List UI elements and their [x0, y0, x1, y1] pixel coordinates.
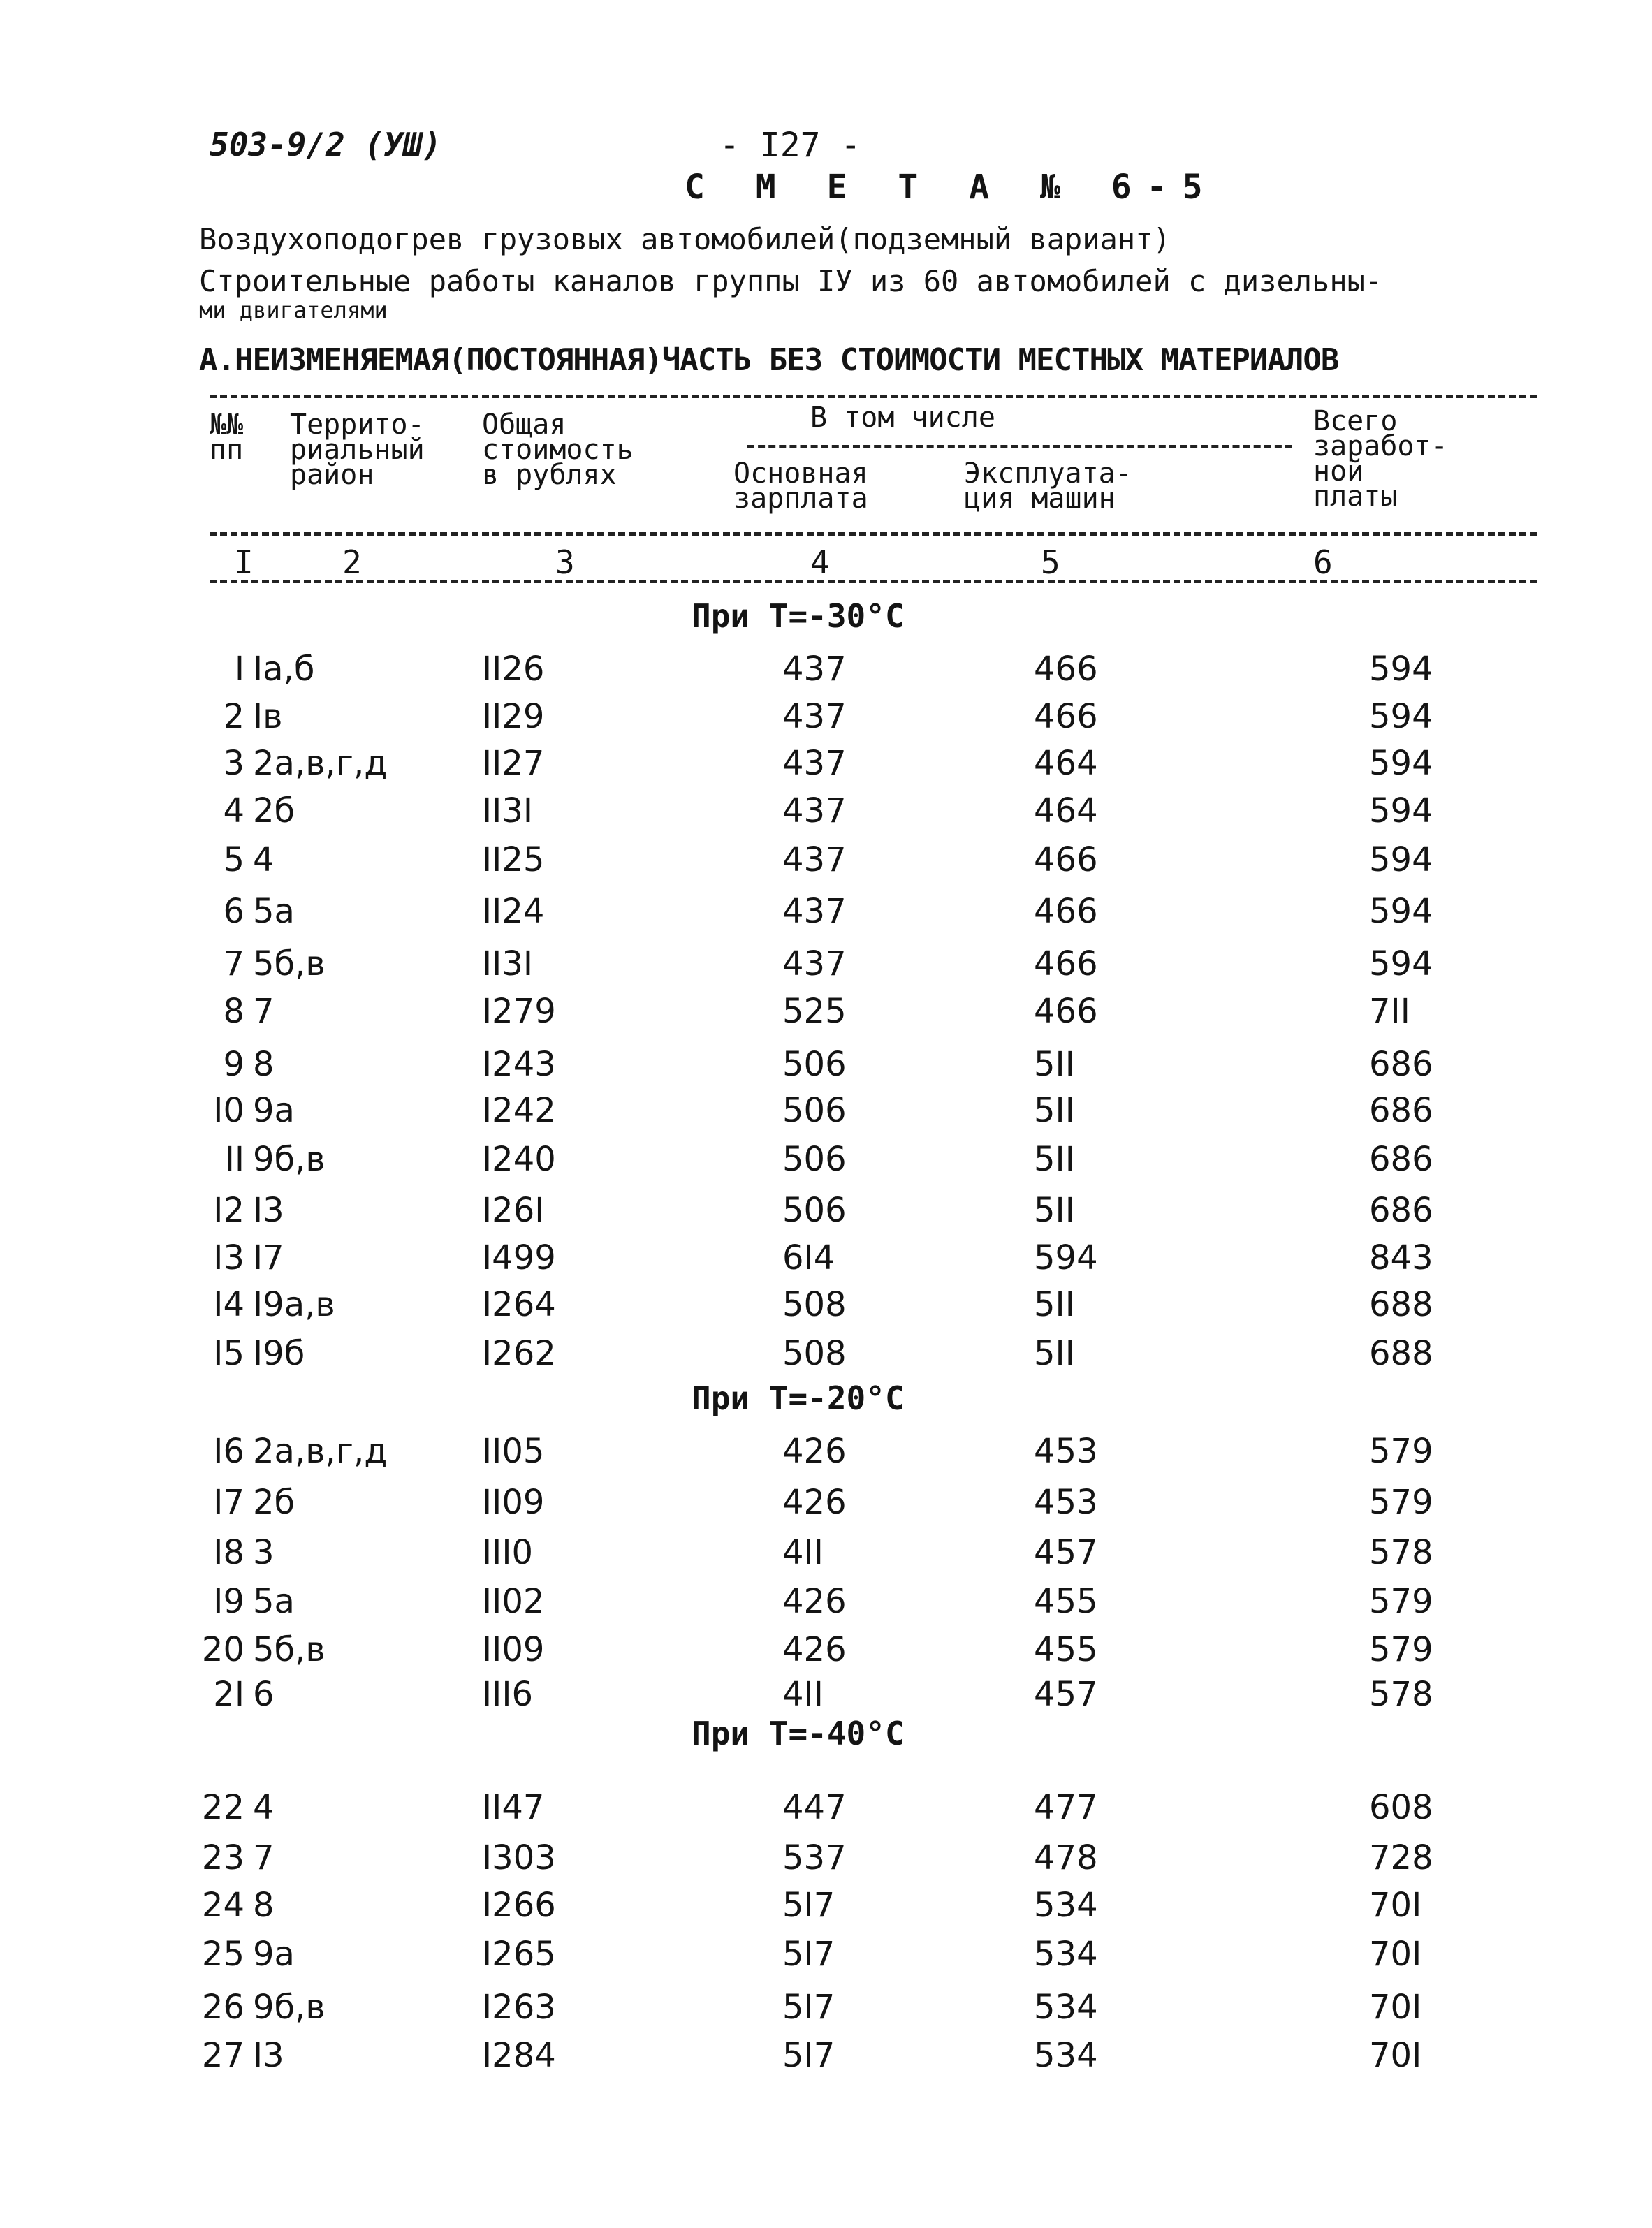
section-title: А.НЕИЗМЕНЯЕМАЯ(ПОСТОЯННАЯ)ЧАСТЬ БЕЗ СТОИМОСТИ МЕСТНЫХ МАТЕРИАЛОВ [199, 342, 1339, 378]
base-salary-cell: 508 [782, 1334, 847, 1373]
table-row [0, 1238, 1652, 1280]
total-wages-cell: 578 [1369, 1675, 1433, 1714]
base-salary-cell: 426 [782, 1582, 847, 1621]
total-cost-cell: I266 [482, 1886, 556, 1925]
machine-operation-cell: 534 [1034, 1935, 1098, 1974]
district-cell: 9а [253, 1091, 295, 1130]
total-cost-cell: II3I [482, 791, 534, 830]
total-cost-cell: II05 [482, 1432, 545, 1471]
total-cost-cell: I303 [482, 1838, 556, 1877]
machine-operation-cell: 5II [1034, 1140, 1075, 1179]
row-number: I0 [213, 1091, 244, 1130]
table-row [0, 840, 1652, 882]
header-district: Террито- риальный район [290, 409, 425, 491]
machine-operation-cell: 455 [1034, 1630, 1098, 1669]
district-cell: I3 [253, 1191, 284, 1230]
base-salary-cell: 6I4 [782, 1238, 835, 1277]
total-cost-cell: I26I [482, 1191, 545, 1230]
machine-operation-cell: 478 [1034, 1838, 1098, 1877]
column-numbers-rule [210, 580, 1537, 583]
table-row [0, 1838, 1652, 1880]
machine-operation-cell: 466 [1034, 992, 1098, 1031]
base-salary-cell: 447 [782, 1788, 847, 1827]
total-cost-cell: II29 [482, 697, 545, 736]
table-row [0, 1334, 1652, 1376]
machine-operation-cell: 464 [1034, 791, 1098, 830]
total-wages-cell: 579 [1369, 1432, 1433, 1471]
row-number: 4 [223, 791, 244, 830]
district-cell: Iа,б [253, 650, 315, 689]
total-cost-cell: I243 [482, 1045, 556, 1084]
group-label: При Т=-20°С [692, 1379, 905, 1417]
total-wages-cell: 608 [1369, 1788, 1433, 1827]
total-wages-cell: 594 [1369, 697, 1433, 736]
machine-operation-cell: 466 [1034, 840, 1098, 879]
district-cell: 9б,в [253, 1140, 326, 1179]
total-wages-cell: 70I [1369, 1988, 1422, 2027]
district-cell: 5а [253, 1582, 295, 1621]
base-salary-cell: 506 [782, 1091, 847, 1130]
page-number: - I27 - [719, 126, 861, 165]
total-cost-cell: II47 [482, 1788, 545, 1827]
column-number-4: 4 [810, 543, 830, 581]
base-salary-cell: 508 [782, 1285, 847, 1324]
total-cost-cell: III0 [482, 1533, 534, 1572]
total-cost-cell: I240 [482, 1140, 556, 1179]
base-salary-cell: 437 [782, 744, 847, 783]
machine-operation-cell: 466 [1034, 944, 1098, 983]
machine-operation-cell: 594 [1034, 1238, 1098, 1277]
row-number: 3 [223, 744, 244, 783]
total-wages-cell: 579 [1369, 1630, 1433, 1669]
base-salary-cell: 437 [782, 892, 847, 931]
district-cell: Iв [253, 697, 283, 736]
table-row [0, 1045, 1652, 1087]
row-number: 22 [201, 1788, 244, 1827]
total-cost-cell: II3I [482, 944, 534, 983]
table-row [0, 1483, 1652, 1525]
table-row [0, 1140, 1652, 1182]
base-salary-cell: 437 [782, 791, 847, 830]
machine-operation-cell: 477 [1034, 1788, 1098, 1827]
machine-operation-cell: 5II [1034, 1191, 1075, 1230]
district-cell: I9б [253, 1334, 305, 1373]
total-cost-cell: II09 [482, 1483, 545, 1522]
district-cell: 2а,в,г,д [253, 744, 388, 783]
subtitle-line-1: Воздухоподогрев грузовых автомобилей(подземный вариант) [199, 222, 1171, 256]
row-number: I5 [213, 1334, 244, 1373]
total-wages-cell: 594 [1369, 650, 1433, 689]
district-cell: I3 [253, 2036, 284, 2075]
row-number: 26 [201, 1988, 244, 2027]
total-wages-cell: 686 [1369, 1140, 1433, 1179]
row-number: 8 [223, 992, 244, 1031]
base-salary-cell: 525 [782, 992, 847, 1031]
machine-operation-cell: 466 [1034, 892, 1098, 931]
base-salary-cell: 426 [782, 1432, 847, 1471]
total-cost-cell: I242 [482, 1091, 556, 1130]
total-cost-cell: I499 [482, 1238, 556, 1277]
district-cell: 7 [253, 1838, 275, 1877]
column-number-3: 3 [555, 543, 575, 581]
total-wages-cell: 594 [1369, 892, 1433, 931]
district-cell: 9б,в [253, 1988, 326, 2027]
base-salary-cell: 437 [782, 840, 847, 879]
district-cell: 2б [253, 1483, 295, 1522]
row-number: 6 [223, 892, 244, 931]
machine-operation-cell: 464 [1034, 744, 1098, 783]
row-number: I8 [213, 1533, 244, 1572]
total-wages-cell: 688 [1369, 1285, 1433, 1324]
column-number-6: 6 [1313, 543, 1333, 581]
total-wages-cell: 578 [1369, 1533, 1433, 1572]
total-wages-cell: 728 [1369, 1838, 1433, 1877]
table-row [0, 744, 1652, 786]
total-cost-cell: II02 [482, 1582, 545, 1621]
document-title: С М Е Т А № 6-5 [685, 168, 1218, 207]
column-number-1: I [234, 543, 254, 581]
total-wages-cell: 843 [1369, 1238, 1433, 1277]
total-cost-cell: II25 [482, 840, 545, 879]
total-wages-cell: 579 [1369, 1483, 1433, 1522]
table-row [0, 1091, 1652, 1133]
district-cell: 5б,в [253, 944, 326, 983]
total-wages-cell: 70I [1369, 1935, 1422, 1974]
total-cost-cell: II09 [482, 1630, 545, 1669]
group-label: При Т=-40°С [692, 1715, 905, 1752]
district-cell: 9а [253, 1935, 295, 1974]
total-wages-cell: 579 [1369, 1582, 1433, 1621]
district-cell: 8 [253, 1045, 275, 1084]
header-including-rule [747, 445, 1292, 448]
table-row [0, 1191, 1652, 1233]
table-row [0, 2036, 1652, 2078]
total-wages-cell: 70I [1369, 1886, 1422, 1925]
machine-operation-cell: 453 [1034, 1432, 1098, 1471]
total-wages-cell: 70I [1369, 2036, 1422, 2075]
base-salary-cell: 506 [782, 1045, 847, 1084]
total-cost-cell: I284 [482, 2036, 556, 2075]
column-number-5: 5 [1041, 543, 1060, 581]
table-row [0, 1988, 1652, 2030]
machine-operation-cell: 453 [1034, 1483, 1098, 1522]
row-number: 27 [201, 2036, 244, 2075]
machine-operation-cell: 457 [1034, 1675, 1098, 1714]
total-wages-cell: 594 [1369, 791, 1433, 830]
column-number-2: 2 [342, 543, 362, 581]
row-number: 20 [201, 1630, 244, 1669]
header-num: №№ пп [210, 409, 244, 466]
total-wages-cell: 594 [1369, 744, 1433, 783]
table-row [0, 1432, 1652, 1474]
base-salary-cell: 4II [782, 1675, 824, 1714]
total-cost-cell: I279 [482, 992, 556, 1031]
base-salary-cell: 5I7 [782, 2036, 835, 2075]
machine-operation-cell: 466 [1034, 697, 1098, 736]
total-cost-cell: I263 [482, 1988, 556, 2027]
base-salary-cell: 506 [782, 1140, 847, 1179]
row-number: I [234, 650, 244, 689]
table-row [0, 697, 1652, 739]
row-number: 23 [201, 1838, 244, 1877]
table-row [0, 791, 1652, 833]
header-base-salary: Основная зарплата [733, 457, 868, 515]
row-number: I7 [213, 1483, 244, 1522]
total-cost-cell: II27 [482, 744, 545, 783]
table-row [0, 650, 1652, 691]
base-salary-cell: 5I7 [782, 1935, 835, 1974]
subtitle-line-2: Строительные работы каналов группы IУ из 60 автомобилей с дизельны- [199, 264, 1383, 298]
row-number: 9 [223, 1045, 244, 1084]
row-number: 7 [223, 944, 244, 983]
base-salary-cell: 426 [782, 1630, 847, 1669]
row-number: 25 [201, 1935, 244, 1974]
district-cell: 6 [253, 1675, 275, 1714]
district-cell: I9а,в [253, 1285, 335, 1324]
district-cell: 5б,в [253, 1630, 326, 1669]
row-number: I9 [213, 1582, 244, 1621]
base-salary-cell: 437 [782, 944, 847, 983]
district-cell: 4 [253, 840, 275, 879]
header-total-cost: Общая стоимость в рублях [482, 409, 634, 491]
district-cell: 2а,в,г,д [253, 1432, 388, 1471]
base-salary-cell: 437 [782, 650, 847, 689]
machine-operation-cell: 5II [1034, 1045, 1075, 1084]
table-row [0, 892, 1652, 934]
machine-operation-cell: 534 [1034, 1988, 1098, 2027]
table-row [0, 1788, 1652, 1830]
row-number: I4 [213, 1285, 244, 1324]
base-salary-cell: 506 [782, 1191, 847, 1230]
machine-operation-cell: 534 [1034, 1886, 1098, 1925]
row-number: I6 [213, 1432, 244, 1471]
table-row [0, 1285, 1652, 1327]
base-salary-cell: 437 [782, 697, 847, 736]
subtitle-line-3: ми двигателями [199, 297, 388, 323]
district-cell: 7 [253, 992, 275, 1031]
table-top-rule [210, 395, 1537, 398]
base-salary-cell: 5I7 [782, 1988, 835, 2027]
row-number: I3 [213, 1238, 244, 1277]
district-cell: 8 [253, 1886, 275, 1925]
table-row [0, 1533, 1652, 1575]
machine-operation-cell: 5II [1034, 1091, 1075, 1130]
header-bottom-rule [210, 532, 1537, 536]
group-label: При Т=-30°С [692, 597, 905, 635]
total-wages-cell: 686 [1369, 1045, 1433, 1084]
base-salary-cell: 426 [782, 1483, 847, 1522]
base-salary-cell: 537 [782, 1838, 847, 1877]
total-wages-cell: 686 [1369, 1191, 1433, 1230]
table-row [0, 1935, 1652, 1977]
total-wages-cell: 688 [1369, 1334, 1433, 1373]
district-cell: I7 [253, 1238, 284, 1277]
district-cell: 5а [253, 892, 295, 931]
machine-operation-cell: 5II [1034, 1285, 1075, 1324]
row-number: I2 [213, 1191, 244, 1230]
district-cell: 3 [253, 1533, 275, 1572]
document-code: 503-9/2 (УШ) [210, 126, 442, 163]
header-including: В том числе [810, 402, 995, 434]
base-salary-cell: 4II [782, 1533, 824, 1572]
table-row [0, 1582, 1652, 1624]
header-total-wages: Всего заработ- ной платы [1313, 405, 1448, 513]
total-wages-cell: 686 [1369, 1091, 1433, 1130]
table-row [0, 1675, 1652, 1717]
row-number: 5 [223, 840, 244, 879]
table-row [0, 992, 1652, 1034]
header-machine-operation: Эксплуата- ция машин [964, 457, 1132, 515]
row-number: 24 [201, 1886, 244, 1925]
row-number: 2 [223, 697, 244, 736]
total-wages-cell: 594 [1369, 944, 1433, 983]
total-cost-cell: II26 [482, 650, 545, 689]
district-cell: 2б [253, 791, 295, 830]
table-row [0, 944, 1652, 986]
base-salary-cell: 5I7 [782, 1886, 835, 1925]
district-cell: 4 [253, 1788, 275, 1827]
total-wages-cell: 594 [1369, 840, 1433, 879]
total-wages-cell: 7II [1369, 992, 1410, 1031]
total-cost-cell: I265 [482, 1935, 556, 1974]
machine-operation-cell: 455 [1034, 1582, 1098, 1621]
total-cost-cell: II24 [482, 892, 545, 931]
row-number: II [224, 1140, 244, 1179]
table-row [0, 1630, 1652, 1672]
machine-operation-cell: 457 [1034, 1533, 1098, 1572]
machine-operation-cell: 5II [1034, 1334, 1075, 1373]
total-cost-cell: I262 [482, 1334, 556, 1373]
total-cost-cell: I264 [482, 1285, 556, 1324]
row-number: 2I [213, 1675, 244, 1714]
machine-operation-cell: 534 [1034, 2036, 1098, 2075]
total-cost-cell: III6 [482, 1675, 534, 1714]
machine-operation-cell: 466 [1034, 650, 1098, 689]
table-row [0, 1886, 1652, 1928]
